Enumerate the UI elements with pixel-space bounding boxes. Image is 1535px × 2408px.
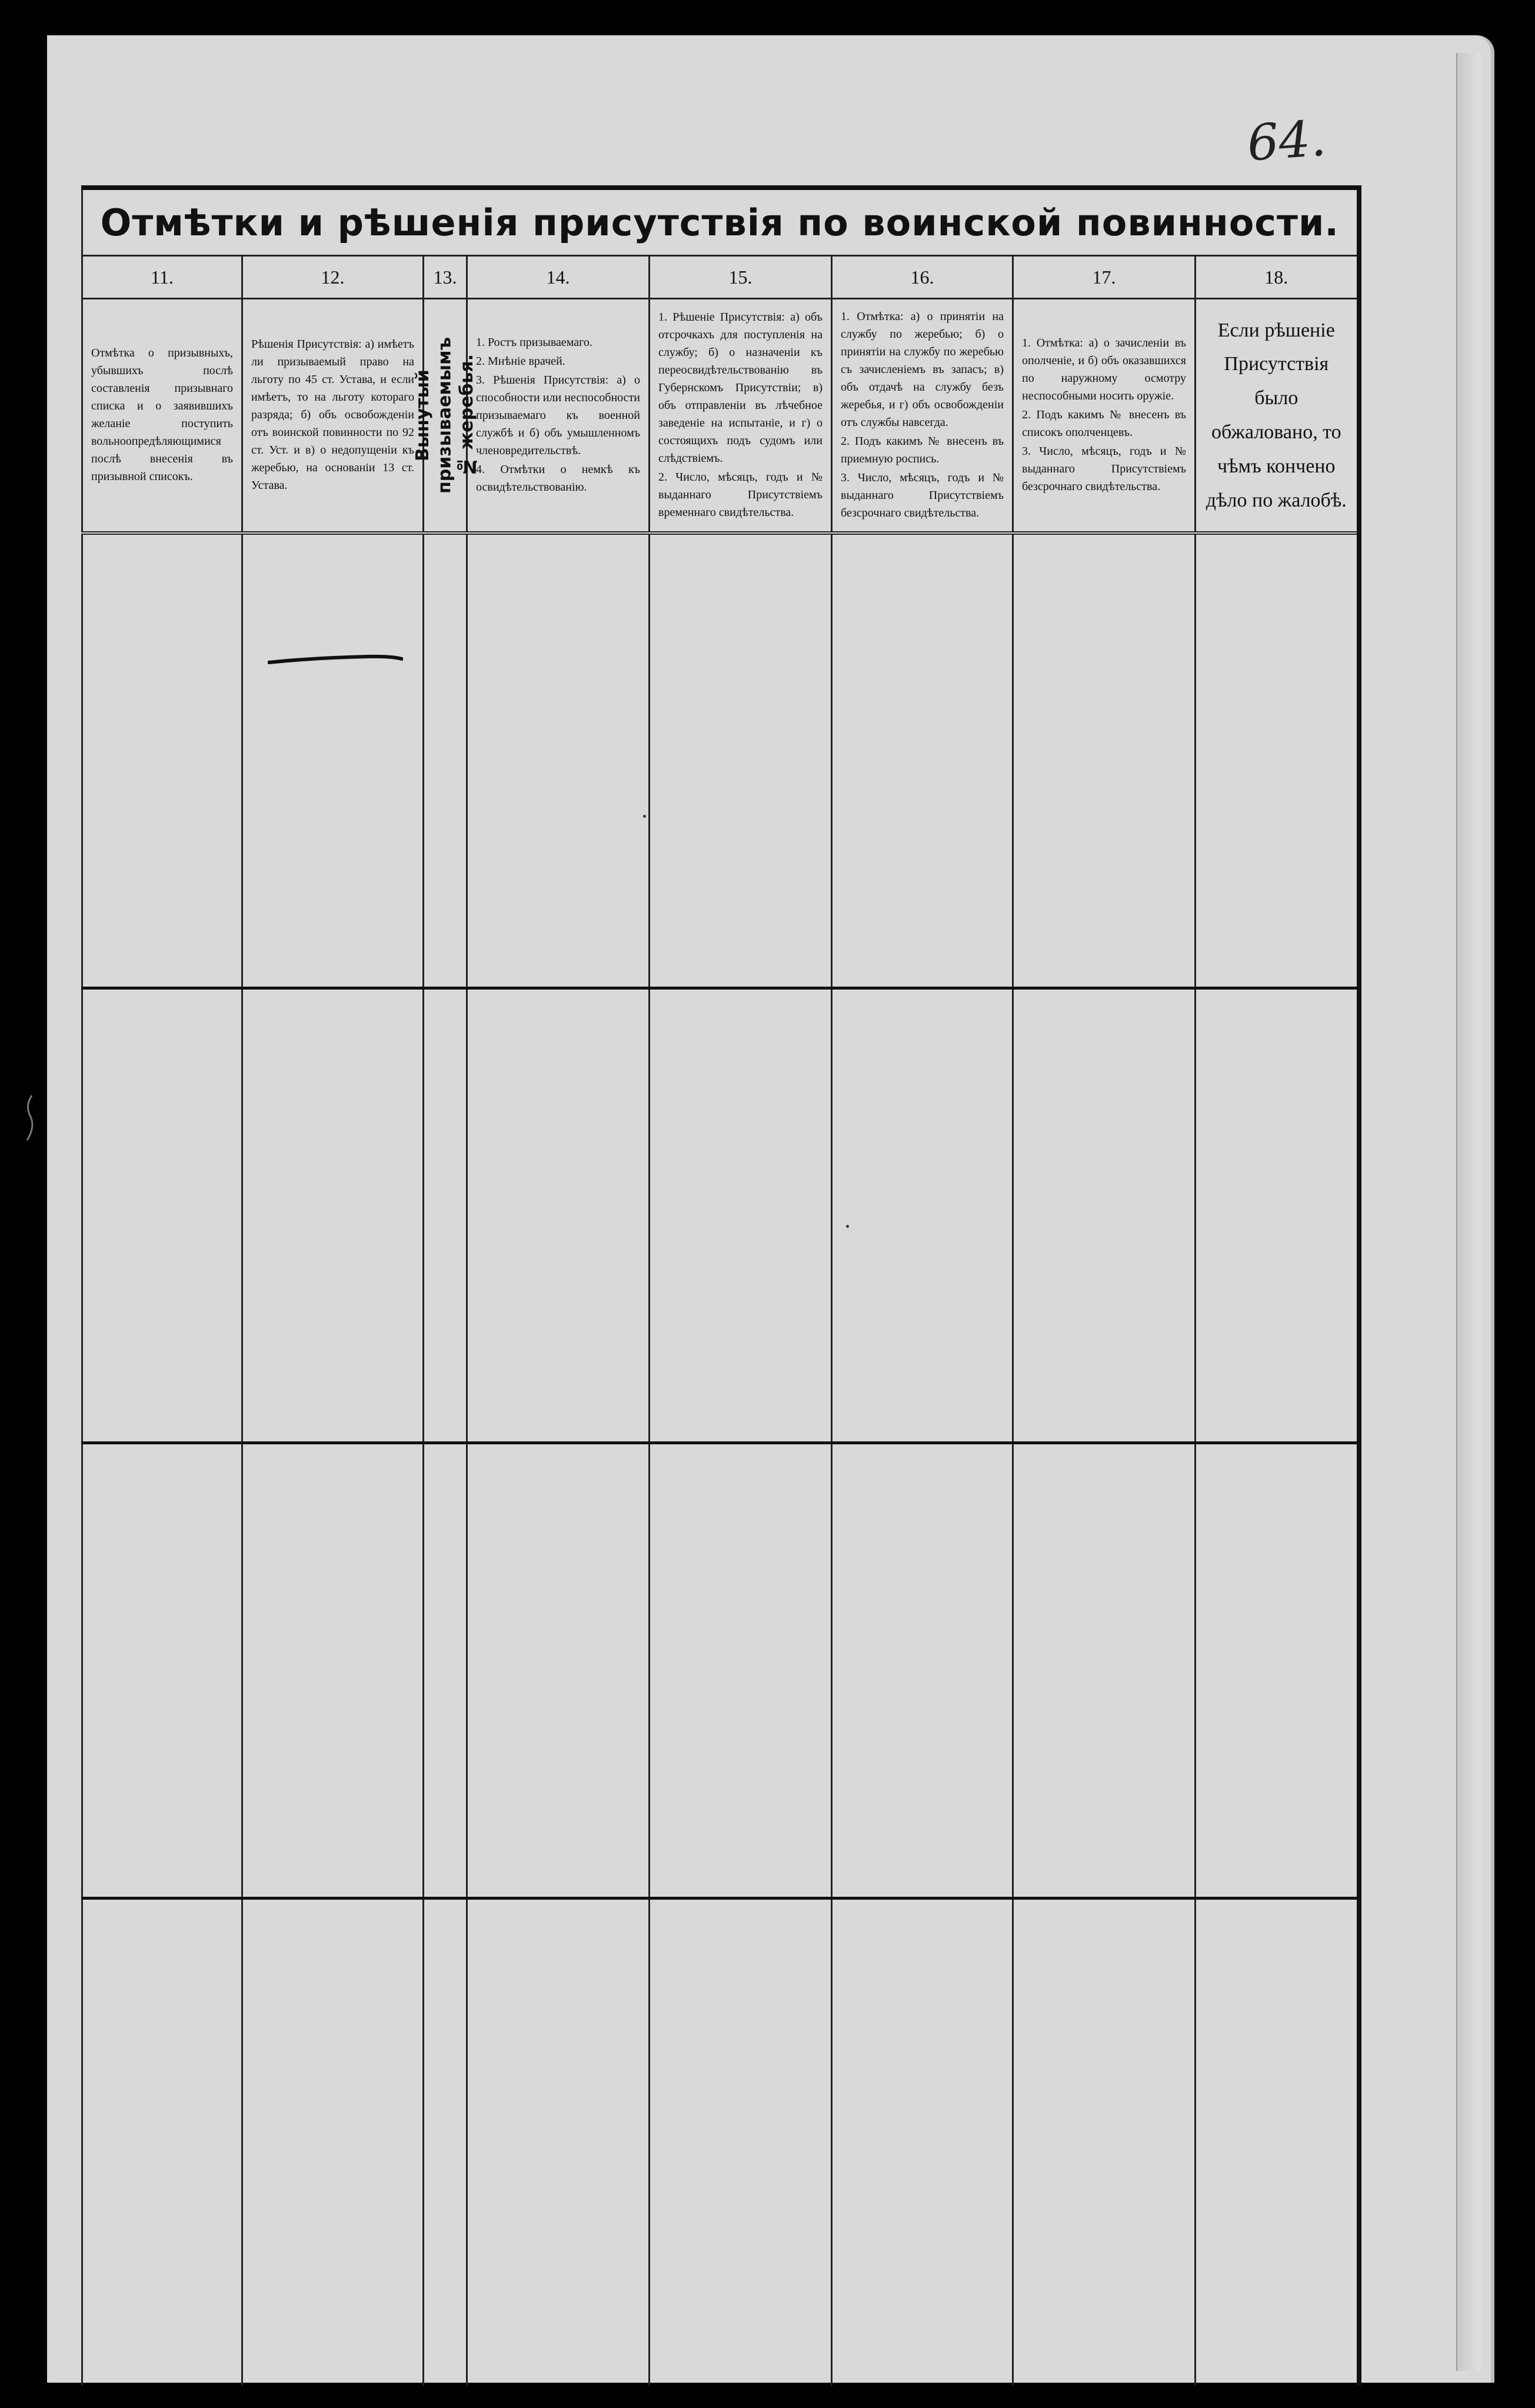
handwritten-dash [268,653,403,665]
table-cell [82,988,242,1443]
table-row [82,1898,1359,2386]
column-number: 16. [832,256,1013,299]
table-cell [650,988,832,1443]
column-number: 11. [82,256,242,299]
column-description: 1. Рѣшеніе Присутствія: а) объ отсрочкахъ для поступленія на службу; б) о назначеніи къ переосвидѣтельствованію въ Губернскомъ Присутствіи; в) объ отправленіи въ лѣчебное заведеніе на испытаніе, и г) о состоящихъ подъ судомъ или слѣдствіемъ. 2. Число, мѣсяцъ, годъ и № выданнаго Присутствіемъ временнаго свидѣтельства. [650,299,832,534]
table-row [82,988,1359,1443]
table-cell [82,1443,242,1898]
column-description: Рѣшенія Присутствія: а) имѣетъ ли призываемый право на льготу по 45 ст. Устава, и если имѣетъ, то на льготу котораго разряда; б) объ освобожденіи отъ воинской повинности по 92 ст. Уст. и в) о недопущеніи къ жеребью, на основаніи 13 ст. Устава. [242,299,424,534]
table-cell [242,988,424,1443]
table-cell [242,1898,424,2386]
table-cell [467,988,650,1443]
table-cell [82,1898,242,2386]
table-cell [1013,1443,1196,1898]
ink-speck [846,1225,849,1228]
column-number: 12. [242,256,424,299]
column-description: 1. Ростъ призываемаго. 2. Мнѣніе врачей. 3. Рѣшенія Присутствія: а) о способности или неспособности призываемаго къ военной службѣ и б) объ умышленномъ членовредительствѣ. 4. Отмѣтки о немкѣ къ освидѣтельствованію. [467,299,650,534]
table-cell [467,1443,650,1898]
form-title: Отмѣтки и рѣшенія присутствія по воинской повинности. [82,188,1359,256]
column-number: 15. [650,256,832,299]
column-description: Если рѣшеніе Присутствія было обжаловано, то чѣмъ кончено дѣло по жалобѣ. [1196,299,1359,534]
table-cell [1196,988,1359,1443]
binding-clip-mark [24,1094,36,1141]
table-cell [467,533,650,988]
table-cell [1196,533,1359,988]
table-cell [424,1443,467,1898]
table-row [82,1443,1359,1898]
column-number: 14. [467,256,650,299]
table-cell [1196,1898,1359,2386]
table-cell [424,1898,467,2386]
column-number: 17. [1013,256,1196,299]
table-cell [1013,1898,1196,2386]
column-description: 1. Отмѣтка: а) о зачисленіи въ ополченіе, и б) объ оказавшихся по наружному осмотру неспособными носить оружіе. 2. Подъ какимъ № внесенъ въ списокъ ополченцевъ. 3. Число, мѣсяцъ, годъ и № выданнаго Присутствіемъ безсрочнаго свидѣтельства. [1013,299,1196,534]
table-cell [242,1443,424,1898]
column-number: 13. [424,256,467,299]
conscription-form-table [81,185,1361,2386]
table-cell [650,1443,832,1898]
table-cell [242,533,424,988]
table-cell [832,988,1013,1443]
ink-speck [643,815,646,818]
table-cell [650,533,832,988]
table-cell [1013,533,1196,988]
table-cell [832,1443,1013,1898]
table-cell [1196,1443,1359,1898]
table-cell [1013,988,1196,1443]
table-cell [832,533,1013,988]
table-cell [832,1898,1013,2386]
table-cell [650,1898,832,2386]
column-number: 18. [1196,256,1359,299]
table-cell [82,533,242,988]
table-row [82,533,1359,988]
table-cell [424,988,467,1443]
column-description: 1. Отмѣтка: а) о принятіи на службу по жеребью; б) о принятіи на службу по жеребью съ зачисленіемъ въ запасъ; в) объ отдачѣ на службу безъ жеребья, и г) объ освобожденіи отъ службы навсегда. 2. Подъ какимъ № внесенъ въ приемную роспись. 3. Число, мѣсяцъ, годъ и № выданнаго Присутствіемъ безсрочнаго свидѣтельства. [832,299,1013,534]
column-description: Отмѣтка о призывныхъ, убывшихъ послѣ составленія призывнаго списка и о заявившихъ желаніе поступить вольноопредѣляющимися послѣ внесенія въ призывной списокъ. [82,299,242,534]
page-edge-shadow [1456,53,1481,2371]
table-cell [424,533,467,988]
column-descriptions-row [82,299,1359,534]
table-cell [467,1898,650,2386]
column-numbers-row [82,256,1359,299]
page-number: 64. [1245,109,1328,172]
column-description: Вынутый призываемымъ № жеребья. [424,299,467,534]
